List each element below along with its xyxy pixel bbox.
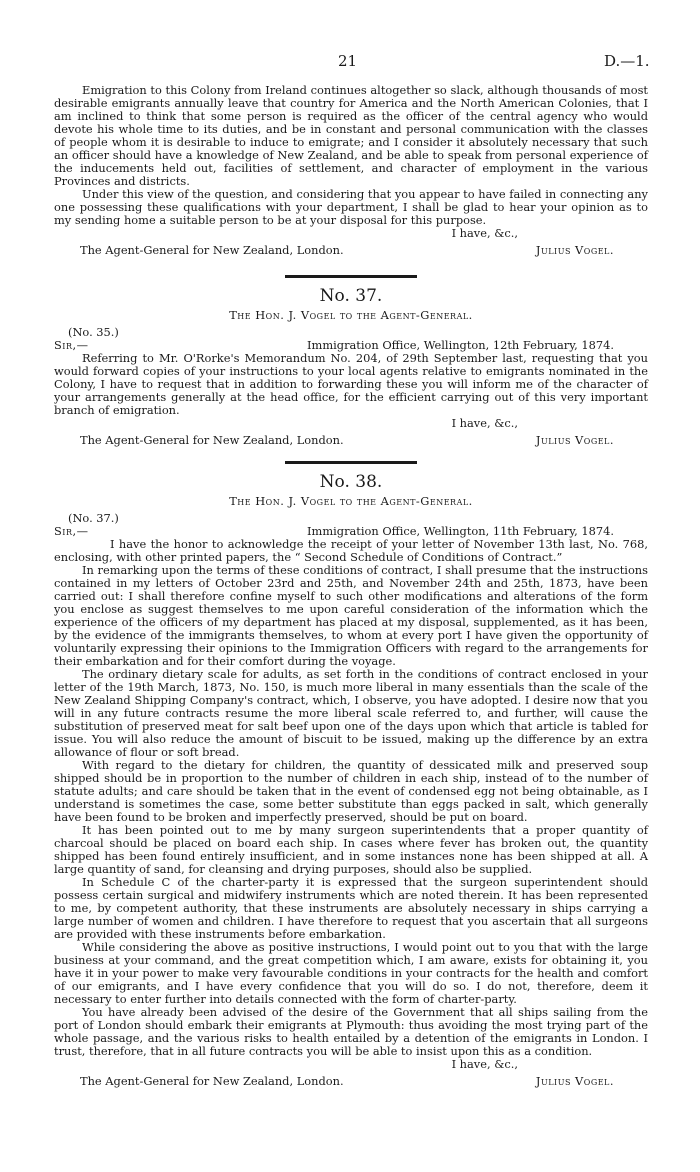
signature: Julius Vogel. — [535, 433, 614, 447]
letter-number: No. 38. — [319, 472, 383, 492]
paragraph: Under this view of the question, and considering that you appear to have failed in connecting any one possessing these qualifications with your department, I shall be glad to hear your opinion as to my sending home a suitable person to be at your disposal for this purpose. — [54, 187, 648, 227]
addressee: The Agent-General for New Zealand, London. — [80, 243, 344, 257]
letter-38 — [54, 472, 648, 1088]
paragraph: The ordinary dietary scale for adults, as set forth in the conditions of contract enclosed in your letter of the 19th March, 1873, No. 150, is much more liberal in many essentials than the scale of the New Zealand Shipping Company's contract, which, I observe, you have adopted. I desire now that you will in any future contracts resume the more liberal scale referred to, and further, will cause the substitution of preserved meat for salt beef upon one of the days upon which that article is tabled for issue. You will also reduce the amount of biscuit to be issued, making up the difference by an extra allowance of flour or soft bread. — [54, 667, 648, 759]
paragraph: Referring to Mr. O'Rorke's Memorandum No. 204, of 29th September last, requesting that you would forward copies of your instructions to your local agents relative to emigrants nominated in the Colony, I have to request that in addition to forwarding these you will inform me of the character of your arrangements generally at the head office, for the efficient carrying out of this very important branch of emigration. — [54, 351, 648, 417]
salutation: Sir,— — [54, 524, 89, 538]
letter-number: No. 37. — [319, 286, 383, 306]
letter-reference: (No. 35.) — [68, 325, 119, 339]
section-divider — [285, 461, 417, 464]
paragraph: You have already been advised of the desire of the Government that all ships sailing from the port of London should embark their emigrants at Plymouth: thus avoiding the most trying part of the whole passage, and the various risks to health entailed by a detention of the emigrants in London. I trust, therefore, that in all future contracts you will be able to insist upon this as a condition. — [54, 1005, 648, 1058]
paragraph: It has been pointed out to me by many surgeon superintendents that a proper quantity of charcoal should be placed on board each ship. In cases where fever has broken out, the quantity shipped has been found entirely insufficient, and in some instances none has been shipped at all. A large quantity of sand, for cleansing and drying purposes, should also be supplied. — [54, 823, 648, 876]
signature-line — [54, 244, 648, 257]
dateline: Immigration Office, Wellington, 12th February, 1874. — [307, 338, 614, 352]
paragraph: In Schedule C of the charter-party it is expressed that the surgeon superintendent should possess certain surgical and midwifery instruments which are noted therein. It has been represented to me, by competent authority, that these instruments are absolutely necessary in ships carrying a large number of women and children. I have therefore to request that you ascertain that all surgeons are provided with these instruments before embarkation. — [54, 875, 648, 941]
closing: I have, &c., — [451, 226, 518, 240]
page-number: 21 — [338, 52, 358, 70]
closing: I have, &c., — [451, 1057, 518, 1071]
dateline: Immigration Office, Wellington, 11th February, 1874. — [307, 524, 614, 538]
letter-37 — [54, 286, 648, 447]
intro-letter — [54, 84, 648, 257]
letter-from-to: The Hon. J. Vogel to the Agent-General. — [229, 308, 473, 322]
signature: Julius Vogel. — [535, 1074, 614, 1088]
letter-reference: (No. 37.) — [68, 511, 119, 525]
salutation: Sir,— — [54, 338, 89, 352]
closing: I have, &c., — [451, 416, 518, 430]
addressee: The Agent-General for New Zealand, London. — [80, 1074, 344, 1088]
document-reference: D.—1. — [604, 52, 650, 70]
paragraph: In remarking upon the terms of these conditions of contract, I shall presume that the instructions contained in my letters of October 23rd and 25th, and November 24th and 25th, 1873, have been carried out: I shall therefore confine myself to such other modifications and alterations of the form you enclose as suggest themselves to me upon careful consideration of the information which the experience of the officers of my department has placed at my disposal, supplemented, as it has been, by the evidence of the immigrants themselves, to whom at every port I have given the opportunity of voluntarily expressing their opinions to the Immigration Officers with regard to the arrangements for their embarkation and for their comfort during the voyage. — [54, 563, 648, 668]
section-divider — [285, 275, 417, 278]
signature: Julius Vogel. — [535, 243, 614, 257]
addressee: The Agent-General for New Zealand, London. — [80, 433, 344, 447]
paragraph: I have the honor to acknowledge the receipt of your letter of November 13th last, No. 768, enclosing, with other printed papers, the “ Second Schedule of Conditions of Contract.” — [54, 537, 648, 564]
document-body — [54, 84, 648, 1088]
letter-from-to: The Hon. J. Vogel to the Agent-General. — [229, 494, 473, 508]
paragraph: While considering the above as positive instructions, I would point out to you that with the large business at your command, and the great competition which, I am aware, exists for obtaining it, you have it in your power to make very favourable conditions in your contracts for the health and comfort of our emigrants, and I have every confidence that you will do so. I do not, therefore, deem it necessary to enter further into details connected with the form of charter-party. — [54, 940, 648, 1006]
signature-line — [54, 1075, 648, 1088]
paragraph: Emigration to this Colony from Ireland continues altogether so slack, although thousands of most desirable emigrants annually leave that country for America and the North American Colonies, that I am inclined to think that some person is required as the officer of the central agency who would devote his whole time to its duties, and be in constant and personal communication with the classes of people whom it is desirable to induce to emigrate; and I consider it absolutely necessary that such an officer should have a knowledge of New Zealand, and be able to speak from personal experience of the inducements held out, facilities of settlement, and character of employment in the various Provinces and districts. — [54, 83, 648, 188]
signature-line — [54, 434, 648, 447]
paragraph: With regard to the dietary for children, the quantity of dessicated milk and preserved soup shipped should be in proportion to the number of children in each ship, instead of to the number of statute adults; and care should be taken that in the event of condensed egg not being obtainable, as I understand is sometimes the case, some better substitute than eggs packed in salt, which generally have been found to be broken and imperfectly preserved, should be put on board. — [54, 758, 648, 824]
